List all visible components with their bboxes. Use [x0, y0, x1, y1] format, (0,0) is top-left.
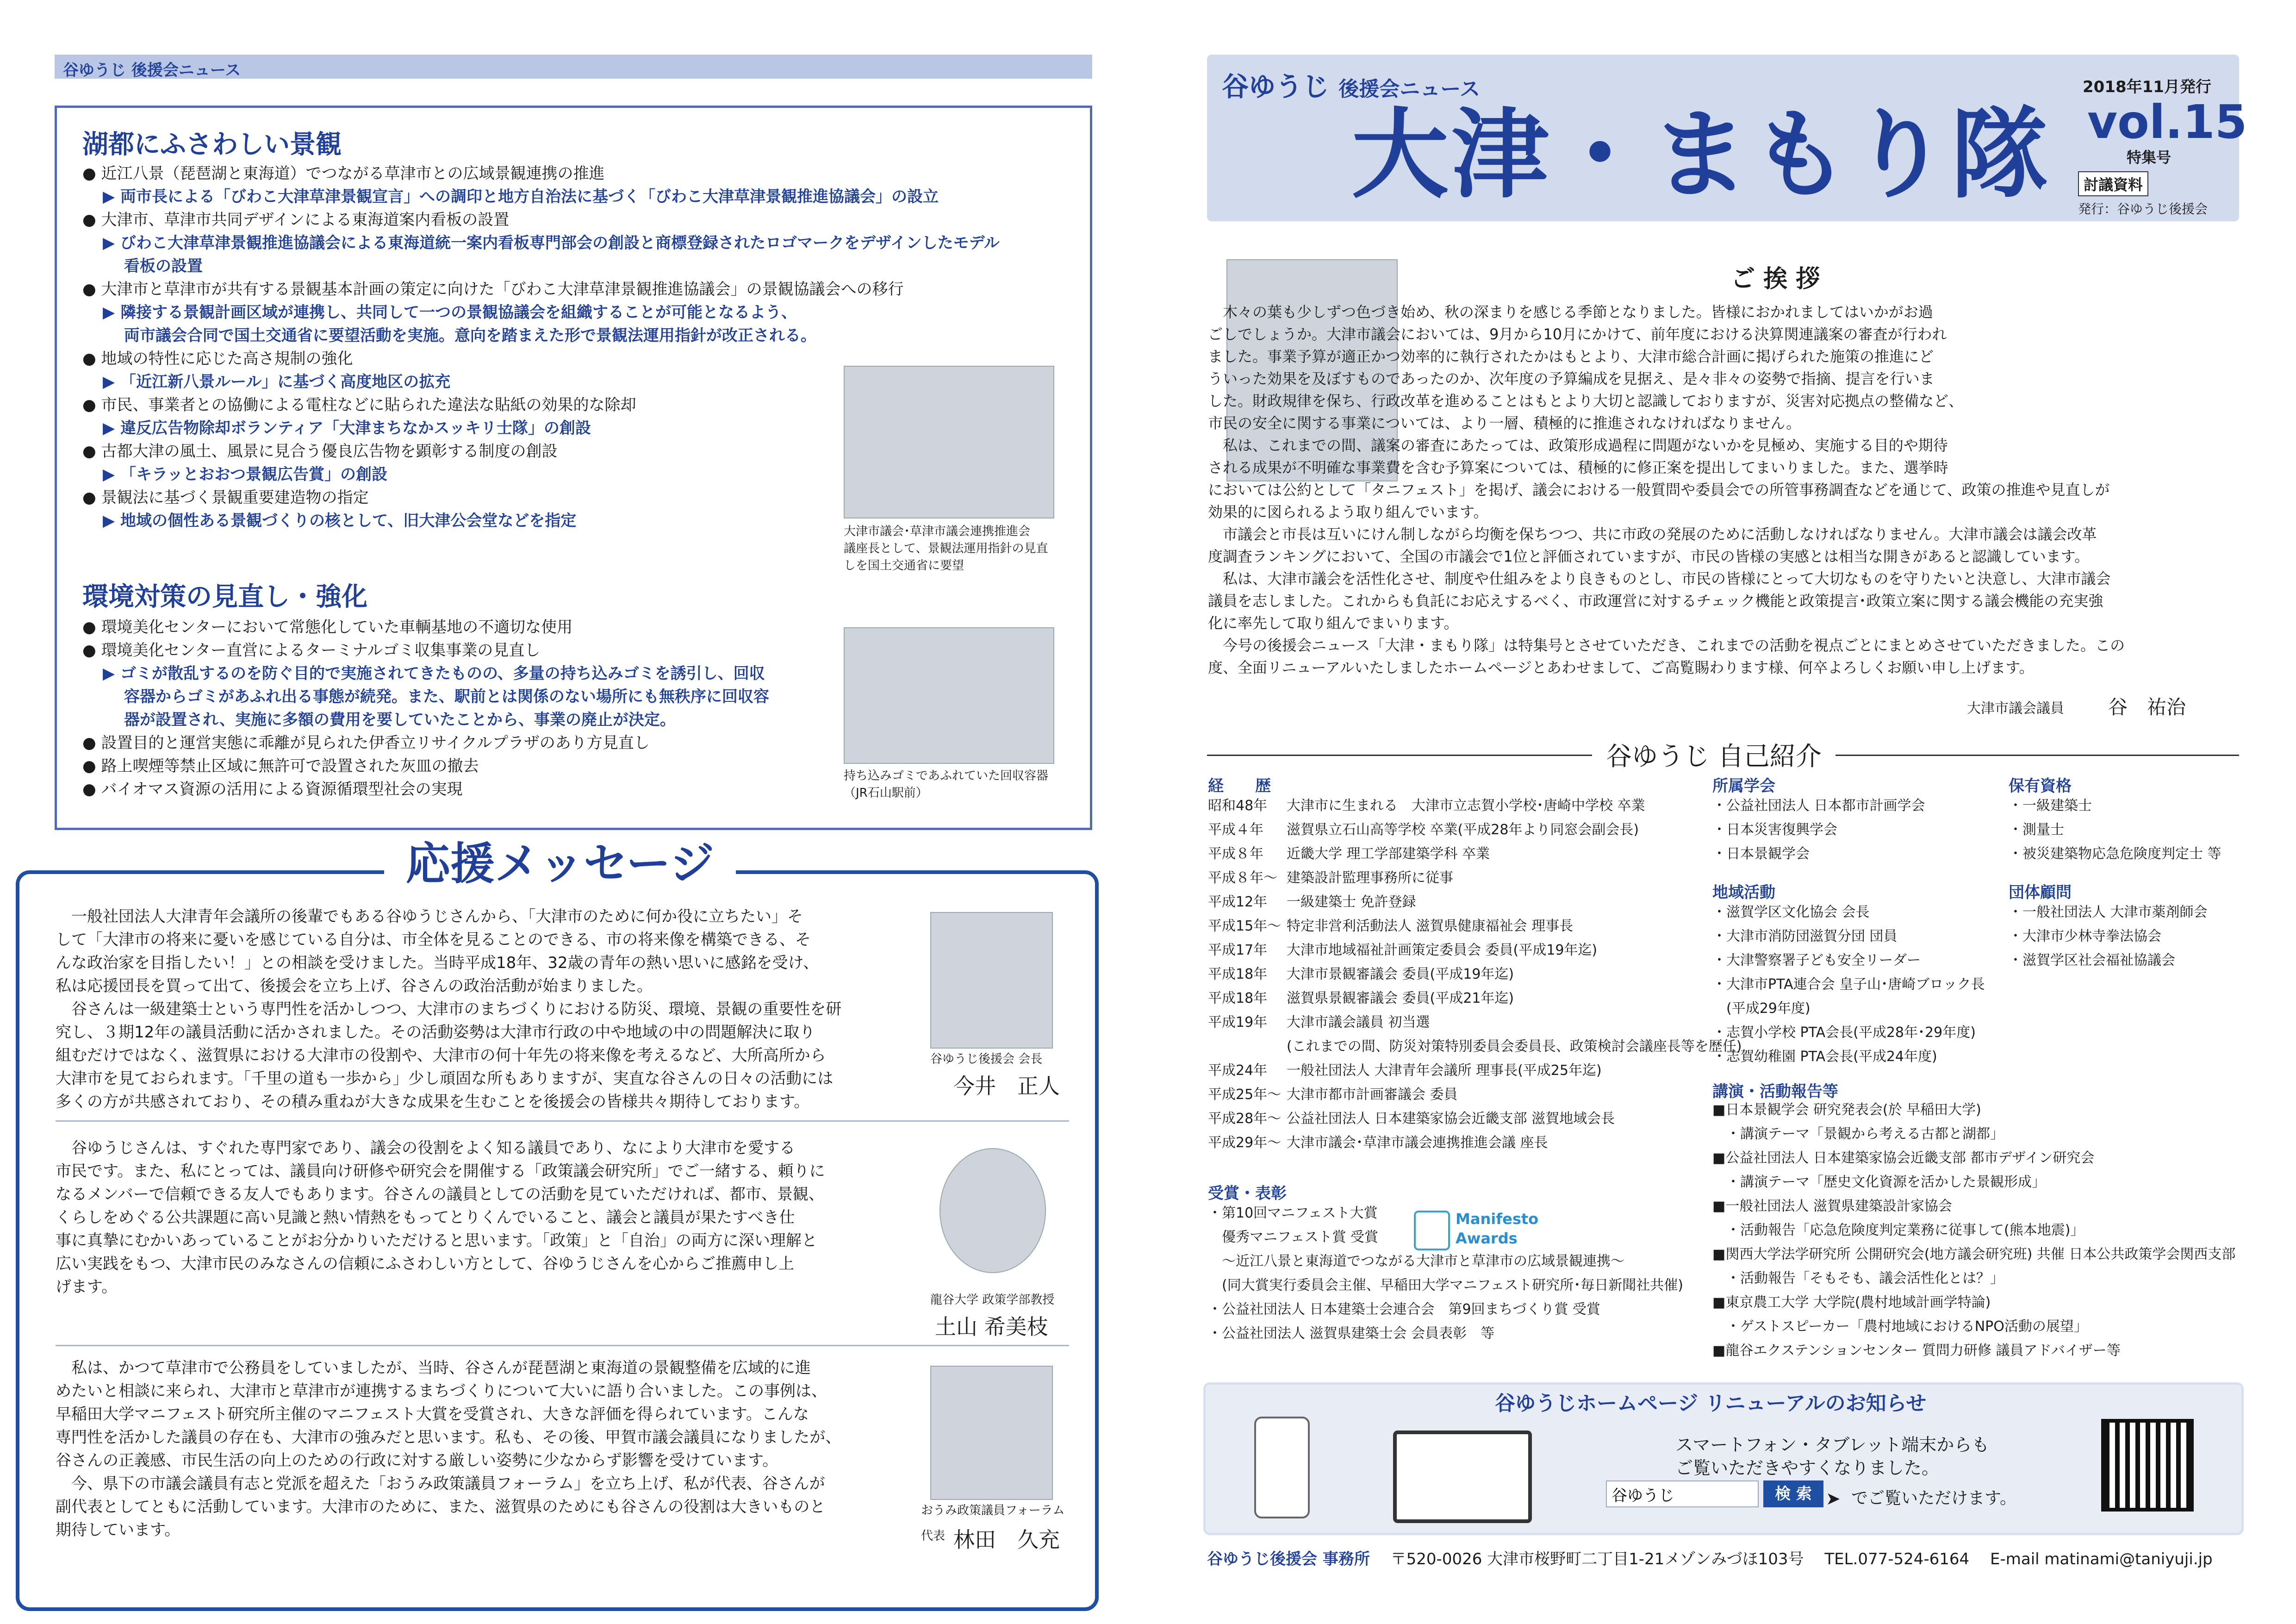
masthead-title: 大津・まもり隊 — [1351, 98, 2052, 212]
text-line: んな政治家を目指したい！」との相談を受けました。当時平成18年、32歳の青年の熱い思いに感銘を受け、 — [56, 954, 819, 972]
career-desc: 大津市議会議員 初当選 — [1287, 1014, 1430, 1031]
advisory-groups-list — [2009, 900, 2208, 973]
career-year: 平成17年 — [1208, 942, 1268, 958]
career-year: 平成29年～ — [1208, 1135, 1282, 1151]
text-line: 専門性を活かした議員の存在も、大津市の強みだと思います。私も、その後、甲賀市議会議員になりましたが、 — [56, 1428, 841, 1447]
greeting-title: ご 挨 拶 — [1731, 265, 1820, 293]
text-line: 私は、大津市議会を活性化させ、制度や仕組みをより良きものとし、市民の皆様にとって大切なものを守りたいと決意し、大津市議会 — [1208, 570, 2111, 587]
text-line: 度、全面リニューアルいたしましたホームページとあわせまして、ご高覧賜わります様、何卒よろしくお願い申し上げます。 — [1208, 659, 2034, 676]
bullet-item: ● 路上喫煙等禁止区域に無許可で設置された灰皿の撤去 — [82, 757, 479, 775]
text-line: ■日本景観学会 研究発表会(於 早稲田大学) — [1712, 1102, 1981, 1118]
message-2-name: 土山 希美枝 — [935, 1314, 1048, 1339]
photo-imai — [930, 912, 1053, 1049]
text-line: 多くの方が共感されており、その積み重ねが大きな成果を生むことを後援会の皆様共々期待しております。 — [56, 1093, 810, 1111]
result-item: ▶ 地域の個性ある景観づくりの核として、旧大津公会堂などを指定 — [103, 512, 577, 530]
support-heading: 応援メッセージ — [384, 831, 736, 896]
special-issue-label: 特集号 — [2127, 149, 2172, 166]
advisory-groups-label: 団体顧問 — [2009, 883, 2072, 902]
text-line: 市民の安全に関する事業については、より一層、積極的に推進されなければなりません。 — [1208, 414, 1801, 432]
result-item: ▶ 両市長による「びわこ大津草津景観宣言」への調印と地方自治法に基づく「びわこ大津草津景観推進協議会」の設立 — [103, 187, 939, 206]
bullet-item: ● 大津市、草津市共同デザインによる東海道案内看板の設置 — [82, 211, 510, 229]
message-1-name: 今井 正人 — [953, 1074, 1060, 1099]
text-line: 持ち込みゴミであふれていた回収容器 — [844, 769, 1049, 783]
lectures-list — [1712, 1098, 2235, 1363]
text-line: して「大津市の将来に憂いを感じている自分は、市全体を見ることのできる、市の将来像を構築できる、そ — [56, 931, 811, 949]
career-row — [1208, 818, 1712, 842]
career-desc: (これまでの間、防災対策特別委員会委員長、政策検討会議座長等を歴任) — [1287, 1038, 1742, 1055]
text-line: げます。 — [56, 1278, 118, 1296]
career-row — [1208, 1059, 1712, 1083]
career-desc: 一級建築士 免許登録 — [1287, 894, 1416, 910]
career-row — [1208, 866, 1712, 890]
career-year: 平成19年 — [1208, 1014, 1268, 1031]
text-line: ・公益社団法人 日本都市計画学会 — [1712, 798, 1925, 814]
cursor-icon: ➤ — [1826, 1488, 1841, 1509]
text-line: ・測量士 — [2009, 822, 2064, 838]
career-desc: 大津市地域福祉計画策定委員会 委員(平成19年迄) — [1287, 942, 1598, 958]
career-row — [1208, 1083, 1712, 1107]
career-year: 平成18年 — [1208, 966, 1268, 982]
career-year: 平成４年 — [1208, 822, 1263, 838]
result-item: ▶ ゴミが散乱するのを防ぐ目的で実施されてきたものの、多量の持ち込みゴミを誘引し、回収 — [103, 664, 765, 683]
text-line: 市民です。また、私にとっては、議員向け研修や研究会を開催する「政策議会研究所」でご一緒する、頼りに — [56, 1162, 825, 1181]
bullet-item: ● 景観法に基づく景観重要建造物の指定 — [82, 488, 369, 507]
text-line: 究し、３期12年の議員活動に活かされました。その活動姿勢は大津市行政の中や地域の中の問題解決に取り — [56, 1023, 815, 1042]
bullet-item: ● バイオマス資源の活用による資源循環型社会の実現 — [82, 780, 463, 799]
career-desc: 建築設計監理事務所に従事 — [1287, 870, 1453, 886]
footer — [1207, 1546, 2213, 1569]
text-line: ・活動報告「応急危険度判定業務に従事して(熊本地震)」 — [1712, 1222, 2084, 1238]
bullet-item: ● 環境美化センター直営によるターミナルゴミ収集事業の見直し — [82, 641, 541, 660]
text-line: 早稲田大学マニフェスト研究所主催のマニフェスト大賞を受賞され、大きな評価を得られています。こんな — [56, 1405, 809, 1424]
text-line: ・公益社団法人 滋賀県建築士会 会員表彰 等 — [1208, 1325, 1495, 1342]
text-line: ■関西大学法学研究所 公開研究会(地方議会研究班) 共催 日本公共政策学会関西支部 — [1712, 1246, 2236, 1262]
text-line: される成果が不明確な事業費を含む予算案については、積極的に修正案を提出してまいりました。また、選挙時 — [1208, 459, 1948, 476]
career-row — [1208, 938, 1712, 962]
text-line: しを国土交通省に要望 — [844, 559, 964, 573]
text-line: ・第10回マニフェスト大賞 — [1208, 1205, 1378, 1221]
text-line: ・講演テーマ「景観から考える古都と湖都」 — [1712, 1126, 2004, 1142]
career-desc: 滋賀県立石山高等学校 卒業(平成28年より同窓会副会長) — [1287, 822, 1639, 838]
societies-list — [1712, 794, 1925, 866]
bullet-item: ● 市民、事業者との協働による電柱などに貼られた違法な貼紙の効果的な除却 — [82, 396, 636, 414]
text-line: 副代表としてともに活動しています。大津市のために、また、滋賀県のためにも谷さんの役割は大きいものと — [56, 1498, 826, 1516]
text-line: 私は、かつて草津市で公務員をしていましたが、当時、谷さんが琵琶湖と東海道の景観整備を広域的に進 — [56, 1359, 811, 1377]
career-list — [1208, 794, 1742, 1155]
text-line: ました。事業予算が適正かつ効率的に執行されたかはもとより、大津市総合計画に掲げられた施策の推進にど — [1208, 348, 1934, 365]
smartphone-mockup — [1254, 1417, 1310, 1518]
result-item: 看板の設置 — [103, 257, 203, 275]
text-line: ■東京農工大学 大学院(農村地域計画学特論) — [1712, 1294, 1991, 1311]
landscape-caption — [844, 523, 1057, 575]
footer-tel: TEL.077-524-6164 — [1824, 1550, 1970, 1568]
career-desc: 近畿大学 理工学部建築学科 卒業 — [1287, 846, 1490, 862]
message-2-role: 龍谷大学 政策学部教授 — [930, 1293, 1055, 1307]
career-desc: 大津市都市計画審議会 委員 — [1287, 1087, 1458, 1103]
text-line: ■公益社団法人 日本建築家協会近畿支部 都市デザイン研究会 — [1712, 1150, 2095, 1166]
text-line: 効果的に図られるよう取り組んでいます。 — [1208, 503, 1488, 521]
profile-title: 谷ゆうじ 自己紹介 — [1592, 736, 1836, 773]
text-line: 組むだけではなく、滋賀県における大津市の役割や、大津市の何十年先の将来像を考えるなど、大所高所から — [56, 1046, 826, 1065]
text-line: ういった効果を及ぼすものであったのか、次年度の予算編成を見据え、是々非々の姿勢で指摘、提言を行いま — [1208, 370, 1935, 387]
text-line: ・被災建築物応急危険度判定士 等 — [2009, 846, 2221, 862]
text-line: 事に真摯にむかいあっていることがお分かりいただけると思います。「政策」と「自治」の両方に深い理解と — [56, 1231, 817, 1250]
career-row — [1208, 1107, 1712, 1131]
text-line: （JR石山駅前） — [844, 786, 928, 800]
message-3-name: 林田 久充 — [953, 1527, 1060, 1552]
career-desc: 大津市議会･草津市議会連携推進会議 座長 — [1287, 1135, 1548, 1151]
text-line: した。財政規律を保ち、行政改革を進めることはもとより大切と認識しておりますが、災害対応拠点の整備など、 — [1208, 392, 1964, 410]
message-2-text — [56, 1137, 916, 1299]
text-line: めたいと相談に来られ、大津市と草津市が連携するまちづくりについて大いに語り合いました。この事例は、 — [56, 1382, 828, 1400]
career-year: 平成25年～ — [1208, 1087, 1282, 1103]
text-line: 私は応援団長を買って出て、後援会を立ち上げ、谷さんの政治活動が始まりました。 — [56, 977, 653, 995]
text-line: 谷さんは一級建築士という専門性を活かしつつ、大津市のまちづくりにおける防災、環境、景観の重要性を研 — [56, 1000, 842, 1018]
search-input[interactable] — [1606, 1480, 1759, 1507]
text-line: 谷ゆうじさんは、すぐれた専門家であり、議会の役割をよく知る議員であり、なにより大津市を愛する — [56, 1139, 795, 1157]
text-line: ・大津市消防団滋賀分団 団員 — [1712, 928, 1898, 944]
qr-code-icon[interactable] — [2101, 1419, 2194, 1512]
career-year: 平成24年 — [1208, 1062, 1268, 1079]
text-line: 度調査ランキングにおいて、全国の市議会で1位と評価されていますが、市民の皆様の実感とは相当な開きがあると認識しています。 — [1208, 548, 2090, 565]
text-line: 谷さんの正義感、市民生活の向上のための行政に対する厳しい姿勢に少なからず影響を受けています。 — [56, 1451, 778, 1470]
landscape-heading: 湖都にふさわしい景観 — [82, 130, 342, 160]
bullet-item: ● 近江八景（琵琶湖と東海道）でつながる草津市との広域景観連携の推進 — [82, 164, 605, 183]
result-item: ▶ 隣接する景観計画区域が連携し、共同して一つの景観協議会を組織することが可能となるよう、 — [103, 303, 797, 322]
text-line: 議座長として、景観法運用指針の見直 — [844, 542, 1048, 556]
tablet-mockup — [1393, 1430, 1532, 1523]
career-row — [1208, 890, 1712, 914]
signature-role: 大津市議会議員 — [1967, 700, 2064, 717]
text-line: ・活動報告「そもそも、議会活性化とは？」 — [1712, 1270, 2004, 1287]
text-line: 大津市議会･草津市議会連携推進会 — [844, 525, 1031, 538]
bullet-item: ● 古都大津の風土、風景に見合う優良広告物を顕彰する制度の創設 — [82, 442, 558, 461]
text-line: 議員を志しました。これからも負託にお応えするべく、市政運営に対するチェック機能と政策提言･政策立案に関する議会機能の充実強 — [1208, 592, 2103, 610]
photo-councillor-signboard — [844, 366, 1054, 518]
qualifications-label: 保有資格 — [2009, 777, 2072, 795]
homepage-after-text: でご覧いただけます。 — [1851, 1489, 2017, 1508]
environment-caption — [844, 768, 1057, 802]
signature-name: 谷 祐治 — [2108, 696, 2186, 718]
career-desc: 大津市景観審議会 委員(平成19年迄) — [1287, 966, 1514, 982]
photo-tsuchiyama — [940, 1148, 1046, 1273]
text-line: 木々の葉も少しずつ色づき始め、秋の深まりを感じる季節となりました。皆様におかれましてはいかがお過 — [1208, 303, 1933, 321]
left-header-bar: 谷ゆうじ 後援会ニュース — [55, 55, 1092, 79]
career-row — [1208, 914, 1712, 938]
divider — [56, 1120, 1069, 1122]
photo-garbage-container — [844, 627, 1054, 764]
career-year: 平成８年～ — [1208, 870, 1277, 886]
result-item: ▶ びわこ大津草津景観推進協議会による東海道統一案内看板専門部会の創設と商標登録されたロゴマークをデザインしたモデル — [103, 234, 1000, 252]
environment-list — [82, 616, 851, 801]
text-line: 今、県下の市議会議員有志と党派を超えた「おうみ政策議員フォーラム」を立ち上げ、私が代表、谷さんが — [56, 1474, 825, 1493]
text-line: ・大津警察署子ども安全リーダー — [1712, 952, 1921, 968]
result-item: 容器からゴミがあふれ出る事態が続発。また、駅前とは関係のない場所にも無秩序に回収容 — [103, 687, 769, 706]
greeting-text — [1208, 301, 2245, 679]
text-line: ・日本景観学会 — [1712, 846, 1810, 862]
text-line: ・志賀幼稚園 PTA会長(平成24年度) — [1712, 1049, 1937, 1065]
text-line: ・大津市少林寺拳法協会 — [2009, 928, 2161, 944]
text-line: ■一般社団法人 滋賀県建築設計家協会 — [1712, 1198, 1952, 1214]
text-line: 大津市を見ておられます。「千里の道も一歩から」少し頑固な所もありますが、実直な谷さんの日々の活動には — [56, 1069, 834, 1088]
text-line: ・ゲストスピーカー「農村地域におけるNPO活動の展望」 — [1712, 1318, 2088, 1335]
career-year: 昭和48年 — [1208, 798, 1268, 814]
bullet-item: ● 大津市と草津市が共有する景観基本計画の策定に向けた「びわこ大津草津景観推進協議会」の景観協議会への移行 — [82, 280, 904, 299]
text-line: (同大賞実行委員会主催、早稲田大学マニフェスト研究所･毎日新聞社共催) — [1208, 1277, 1683, 1293]
text-line: においては公約として「タニフェスト」を掲げ、議会における一般質問や委員会での所管事務調査などを通じて、政策の推進や見直しが — [1208, 481, 2110, 499]
text-line: 期待しています。 — [56, 1521, 180, 1539]
publisher: 発行：谷ゆうじ後援会 — [2078, 201, 2208, 217]
career-row — [1208, 1131, 1712, 1155]
career-row — [1208, 987, 1712, 1011]
awards-label: 受賞・表彰 — [1208, 1184, 1287, 1203]
footer-office: 谷ゆうじ後援会 事務所 — [1207, 1550, 1370, 1568]
message-1-role: 谷ゆうじ後援会 会長 — [930, 1052, 1043, 1066]
text-line: 広い実践をもつ、大津市民のみなさんの信頼にふさわしい方として、谷ゆうじさんを心からご推薦申し上 — [56, 1255, 794, 1273]
text-line: ・一般社団法人 大津市薬剤師会 — [2009, 904, 2208, 920]
text-line: 私は、これまでの間、議案の審査にあたっては、政策形成過程に問題がないかを見極め、実施する目的や期待 — [1208, 437, 1948, 454]
text-line: 一般社団法人大津青年会議所の後輩でもある谷ゆうじさんから、「大津市のために何か役に立ちたい」そ — [56, 907, 803, 926]
text-line: ～近江八景と東海道でつながる大津市と草津市の広域景観連携～ — [1208, 1253, 1624, 1269]
text-line: なるメンバーで信頼できる友人でもあります。谷さんの議員としての活動を見ていただければ、都市、景観、 — [56, 1185, 824, 1204]
message-3-text — [56, 1356, 916, 1542]
societies-label: 所属学会 — [1712, 777, 1775, 795]
volume-number: vol.15 — [2087, 95, 2247, 149]
text-line: ・一級建築士 — [2009, 798, 2092, 814]
local-activities-list — [1712, 900, 1985, 1069]
text-line: (平成29年度) — [1712, 1000, 1811, 1017]
issue-date: 2018年11月発行 — [2083, 78, 2211, 96]
result-item: ▶ 違反広告物除却ボランティア「大津まちなかスッキリ士隊」の創設 — [103, 419, 591, 437]
career-year: 平成18年 — [1208, 990, 1268, 1006]
career-year: 平成15年～ — [1208, 918, 1282, 934]
career-desc: 一般社団法人 大津青年会議所 理事長(平成25年迄) — [1287, 1062, 1602, 1079]
text-line: くらしをめぐる公共課題に高い見識と熱い情熱をもってとりくんでいること、議会と議員が果たすべき仕 — [56, 1208, 795, 1227]
text-line: ・滋賀学区文化協会 会長 — [1712, 904, 1870, 920]
result-item: 両市議会合同で国土交通省に要望活動を実施。意向を踏まえた形で景観法運用指針が改正される。 — [103, 326, 816, 345]
result-item: 器が設置され、実施に多額の費用を要していたことから、事業の廃止が決定。 — [103, 711, 676, 729]
lectures-label: 講演・活動報告等 — [1712, 1082, 1838, 1101]
text-line: ・志賀小学校 PTA会長(平成28年･29年度) — [1712, 1024, 1976, 1041]
career-row — [1208, 1011, 1712, 1035]
homepage-title: 谷ゆうじホームページ リニューアルのお知らせ — [1495, 1392, 1927, 1415]
masthead-kicker: 谷ゆうじ 後援会ニュース — [1222, 71, 1481, 102]
search-button[interactable]: 検 索 — [1763, 1480, 1823, 1507]
career-year: 平成12年 — [1208, 894, 1268, 910]
footer-email: E-mail matinami@taniyuji.jp — [1990, 1550, 2213, 1568]
text-line: 優秀マニフェスト賞 受賞 — [1208, 1229, 1379, 1245]
message-1-text — [56, 905, 916, 1113]
text-line: ■龍谷エクステンションセンター 質問力研修 議員アドバイザー等 — [1712, 1343, 2121, 1359]
text-line: ・公益社団法人 日本建築士会連合会 第9回まちづくり賞 受賞 — [1208, 1301, 1600, 1318]
text-line: 化に率先して取り組んでまいります。 — [1208, 614, 1459, 632]
bullet-item: ● 地域の特性に応じた高さ規制の強化 — [82, 350, 353, 368]
career-desc: 滋賀県景観審議会 委員(平成21年迄) — [1287, 990, 1514, 1006]
discussion-material-label: 討議資料 — [2078, 171, 2148, 196]
career-row — [1208, 842, 1712, 866]
footer-address: 〒520-0026 大津市桜野町二丁目1-21メゾンみづほ103号 — [1390, 1550, 1804, 1568]
text-line: ・講演テーマ「歴史文化資源を活かした景観形成」 — [1712, 1174, 2046, 1190]
divider — [56, 1345, 1069, 1346]
result-item: ▶ 「近江新八景ルール」に基づく高度地区の拡充 — [103, 373, 451, 391]
result-item: ▶ 「キラッとおおつ景観広告賞」の創設 — [103, 465, 387, 484]
text-line: ・滋賀学区社会福祉協議会 — [2009, 952, 2175, 968]
environment-heading: 環境対策の見直し・強化 — [82, 582, 367, 612]
text-line: 市議会と市長は互いにけん制しながら均衡を保ちつつ、共に市政の発展のために活動しなければなりません。大津市議会は議会改革 — [1208, 525, 2097, 543]
text-line: ・日本災害復興学会 — [1712, 822, 1837, 838]
photo-hayashida — [930, 1366, 1053, 1500]
career-row — [1208, 962, 1712, 987]
text-line: ・大津市PTA連合会 皇子山･唐崎ブロック長 — [1712, 976, 1985, 993]
local-activities-label: 地域活動 — [1712, 883, 1775, 902]
landscape-list — [82, 162, 1000, 532]
career-desc: 特定非営利活動法人 滋賀県健康福祉会 理事長 — [1287, 918, 1574, 934]
bullet-item: ● 設置目的と運営実態に乖離が見られた伊香立リサイクルプラザのあり方見直し — [82, 734, 650, 752]
text-line: 今号の後援会ニュース「大津・まもり隊」は特集号とさせていただき、これまでの活動を視点ごとにまとめさせていただきました。この — [1208, 637, 2125, 654]
career-desc: 大津市に生まれる 大津市立志賀小学校･唐崎中学校 卒業 — [1287, 798, 1645, 814]
career-year: 平成８年 — [1208, 846, 1263, 862]
manifesto-logo-icon — [1414, 1211, 1450, 1250]
homepage-line-2: ご覧いただきやすくなりました。 — [1675, 1458, 1940, 1478]
career-label: 経 歴 — [1208, 777, 1271, 795]
bullet-item: ● 環境美化センターにおいて常態化していた車輌基地の不適切な使用 — [82, 618, 573, 637]
career-row — [1208, 794, 1712, 818]
homepage-line-1: スマートフォン・タブレット端末からも — [1675, 1435, 1990, 1455]
qualifications-list — [2009, 794, 2221, 866]
manifesto-awards-text: Manifesto Awards — [1456, 1210, 1539, 1247]
career-row — [1208, 1035, 1742, 1059]
career-year: 平成28年～ — [1208, 1111, 1282, 1127]
career-desc: 公益社団法人 日本建築家協会近畿支部 滋賀地域会長 — [1287, 1111, 1615, 1127]
message-3-role2: 代表 — [921, 1529, 946, 1543]
text-line: ごしでしょうか。大津市議会においては、9月から10月にかけて、前年度における決算関連議案の審査が行われ — [1208, 325, 1947, 343]
message-3-role: おうみ政策議員フォーラム — [921, 1504, 1065, 1518]
